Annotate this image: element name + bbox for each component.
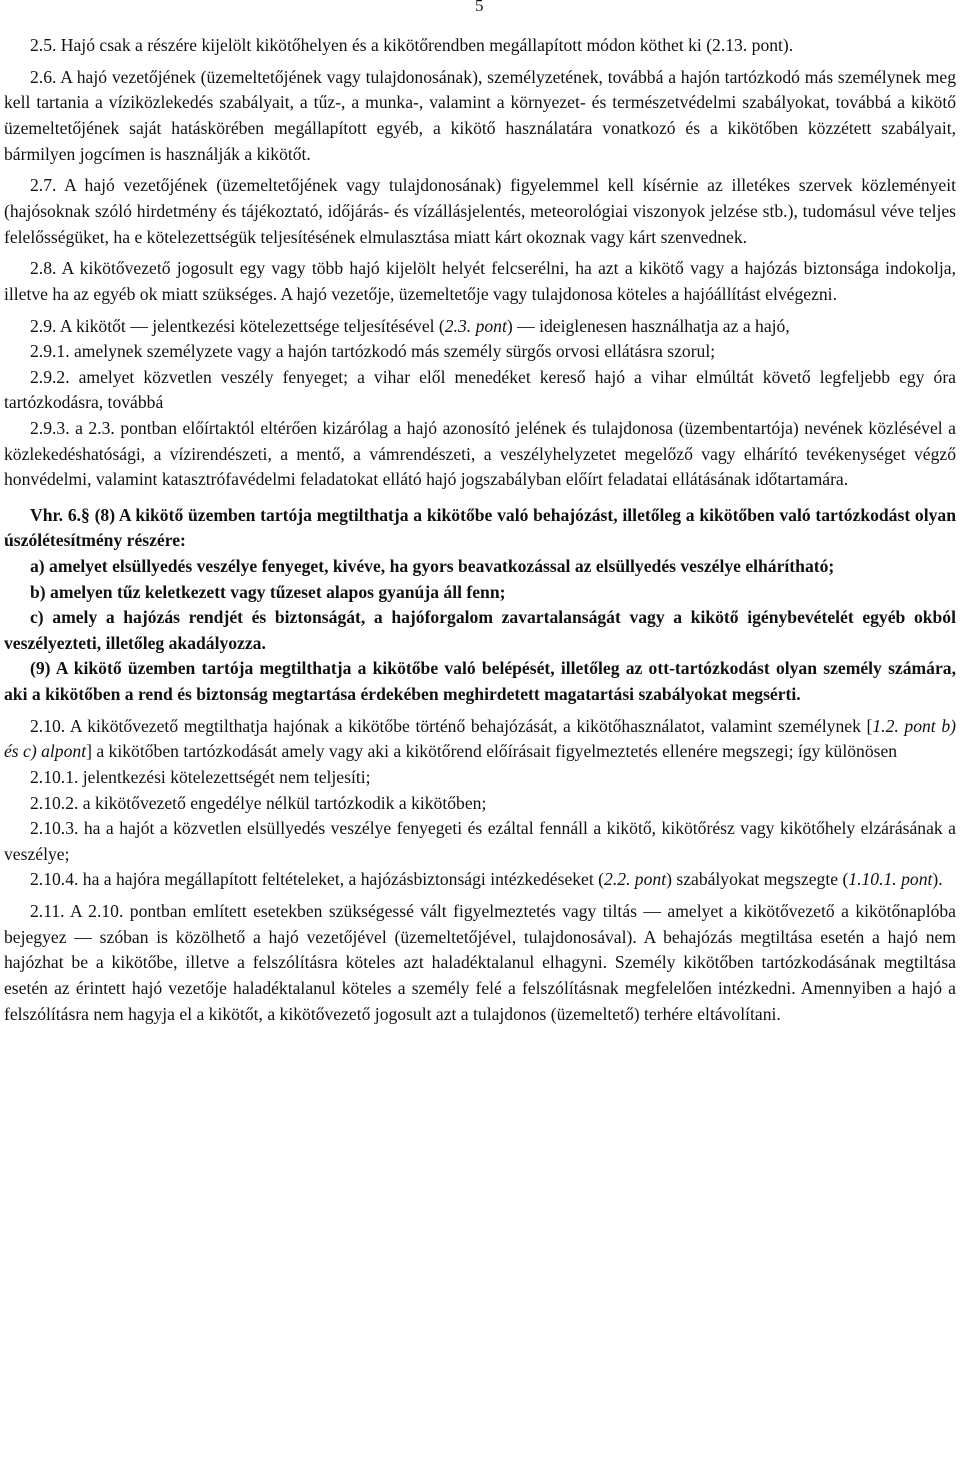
paragraph-2-9-reference: 2.3. pont bbox=[444, 315, 507, 336]
paragraph-2-10-4-text-c: ). bbox=[932, 869, 943, 890]
regulation-6-8-a: a) amelyet elsüllyedés veszélye fenyeget, kivéve, ha gyors beavatkozással az elsüllyedés veszélye elhárítható; bbox=[30, 556, 835, 577]
regulation-6-8-c: c) amely a hajózás rendjét és biztonságát, a hajóforgalom zavartalanságát vagy a kikötő igénybevételét egyéb okból veszélyezteti, illetőleg akadályozza. bbox=[4, 607, 956, 653]
paragraph-2-10-4-reference-1: 2.2. pont bbox=[604, 869, 667, 890]
paragraph-2-10-3: 2.10.3. ha a hajót a közvetlen elsüllyedés veszélye fenyegeti és ezáltal fennáll a kikötő, kikötőrész vagy kikötőhely elzárásának a veszélye; bbox=[4, 818, 956, 864]
paragraph-2-10-4-text-a: 2.10.4. ha a hajóra megállapított feltételeket, a hajózásbiztonsági intézkedéseket ( bbox=[30, 869, 605, 890]
paragraph-2-10-4-reference-2: 1.10.1. pont bbox=[848, 869, 933, 890]
paragraph-2-9-1: 2.9.1. amelynek személyzete vagy a hajón tartózkodó más személy sürgős orvosi ellátásra szorul; bbox=[30, 341, 716, 362]
paragraph-2-9-2: 2.9.2. amelyet közvetlen veszély fenyeget; a vihar elől menedéket kereső hajó a vihar elmúltát követő legfeljebb egy óra tartózkodásra, továbbá bbox=[4, 366, 956, 413]
document-body bbox=[4, 33, 956, 1033]
paragraph-2-10-text-b: ] a kikötőben tartózkodását amely vagy aki a kikötőrend előírásait figyelmeztetés ellenére megszegi; így különösen bbox=[86, 741, 898, 762]
paragraph-2-9-text-a: 2.9. A kikötőt — jelentkezési kötelezettsége teljesítésével ( bbox=[30, 315, 445, 336]
paragraph-2-10-text-a: 2.10. A kikötővezető megtilthatja hajónak a kikötőbe történő behajózását, a kikötőhasználatot, valamint személynek [ bbox=[30, 715, 873, 736]
paragraph-2-10 bbox=[4, 714, 956, 765]
paragraph-2-10-1: 2.10.1. jelentkezési kötelezettségét nem teljesíti; bbox=[30, 766, 371, 787]
paragraph-2-9-3: 2.9.3. a 2.3. pontban előírtaktól eltérően kizárólag a hajó azonosító jelének és tulajdonosa (üzembentartója) nevének közlésével a közlekedéshatósági, a vízirendészeti, a mentő, a vámrendészeti, a veszélyhelyzetet megelőző vagy elhárító tevékenységet végző honvédelmi, valamint katasztrófavédelmi feladatokat ellátó hajó jogszabályban előírt feladatai ellátásának időtartamára. bbox=[4, 418, 956, 490]
regulation-6-9: (9) A kikötő üzemben tartója megtilthatja a kikötőbe való belépését, illetőleg az ott-tartózkodást olyan személy számára, aki a kikötőben a rend és biztonság megtartása érdekében meghirdetett magatartási szabályokat megsérti. bbox=[4, 658, 956, 704]
paragraph-2-10-4-text-b: ) szabályokat megszegte ( bbox=[666, 869, 849, 890]
paragraph-2-8: 2.8. A kikötővezető jogosult egy vagy több hajó kijelölt helyét felcserélni, ha azt a kikötő vagy a hajózás biztonsága indokolja, illetve ha az egyéb ok miatt szükséges. A hajó vezetője, üzemeltetője vagy tulajdonosa köteles a hajóállítást elvégezni. bbox=[4, 258, 956, 304]
paragraph-2-5: 2.5. Hajó csak a részére kijelölt kikötőhelyen és a kikötőrendben megállapított módon köthet ki (2.13. pont). bbox=[30, 35, 794, 55]
page-number: 5 bbox=[475, 0, 484, 15]
paragraph-2-9-text-b: ) — ideiglenesen használhatja az a hajó, bbox=[506, 315, 790, 336]
regulation-6-8-b: b) amelyen tűz keletkezett vagy tűzeset alapos gyanúja áll fenn; bbox=[30, 581, 506, 602]
paragraph-2-6: 2.6. A hajó vezetőjének (üzemeltetőjének vagy tulajdonosának), személyzetének, továbbá a hajón tartózkodó más személynek meg kell tartania a víziközlekedés szabályait, a tűz-, a munka-, valamint a környezet- és természetvédelmi szabályokat, továbbá a kikötő üzemeltetőjének saját hatáskörében megállapított egyéb, a kikötő használatára vonatkozó és a kikötőben közzétett szabályait, bármilyen jogcímen is használják a kikötőt. bbox=[4, 66, 956, 164]
regulation-6-8: Vhr. 6.§ (8) A kikötő üzemben tartója megtilthatja a kikötőbe való behajózást, illetőleg a kikötőben való tartózkodást olyan úszólétesítmény részére: bbox=[4, 504, 956, 551]
paragraph-2-10-reference: 1.2. pont b) és c) alpont bbox=[4, 715, 956, 762]
paragraph-2-10-2: 2.10.2. a kikötővezető engedélye nélkül tartózkodik a kikötőben; bbox=[30, 792, 487, 813]
paragraph-2-11: 2.11. A 2.10. pontban említett esetekben szükségessé vált figyelmeztetés vagy tiltás — amelyet a kikötővezető a kikötőnaplóba bejegyez — szóban is közölhető a hajó vezetőjével (üzemeltetőjével, tulajdonosával). A behajózás megtiltása esetén a hajó nem hajózhat be a kikötőbe, illetve a felszólításra köteles azt haladéktalanul elhagyni. Személy kikötőben tartózkodásának megtiltása esetén az érintett hajó vezetője haladéktalanul köteles a személy felé a felszólításnak megfelelően intézkedni. Amennyiben a hajó a felszólításra nem hagyja el a kikötőt, a kikötővezető jogosult azt a tulajdonos (üzemeltető) terhére eltávolítani. bbox=[4, 901, 956, 1024]
paragraph-2-9 bbox=[4, 314, 956, 340]
paragraph-2-7: 2.7. A hajó vezetőjének (üzemeltetőjének vagy tulajdonosának) figyelemmel kell kísérnie az illetékes szervek közleményeit (hajósoknak szóló hirdetmény és tájékoztató, időjárás- és vízállásjelentés, meteorológiai viszonyok jelzése stb.), tudomásul véve teljes felelősségüket, ha e kötelezettségük teljesítésének elmulasztása miatt kárt okoznak vagy kárt szenvednek. bbox=[4, 175, 956, 247]
paragraph-2-10-4 bbox=[4, 867, 956, 893]
